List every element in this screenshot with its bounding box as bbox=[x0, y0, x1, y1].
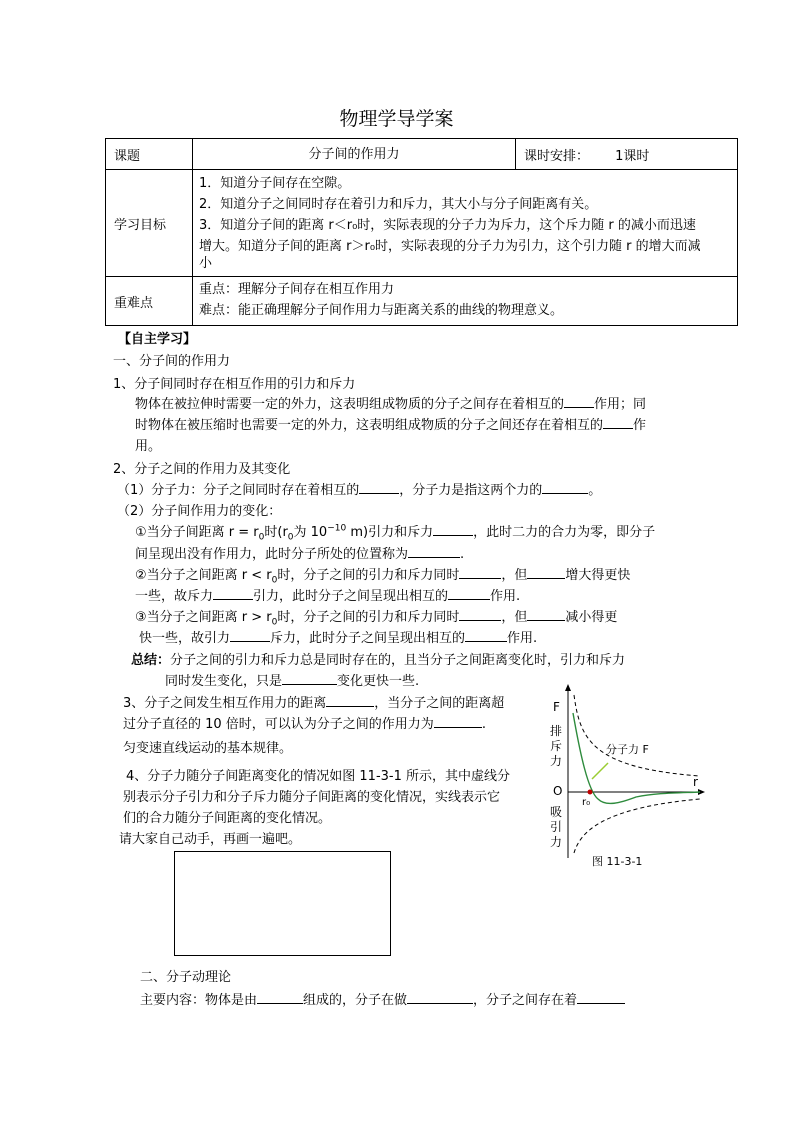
blank[interactable] bbox=[434, 715, 482, 728]
drawing-box[interactable] bbox=[174, 851, 391, 956]
objective-2: 2．知道分子之间同时存在着引力和斥力，其大小与分子间距离有关。 bbox=[199, 197, 598, 212]
text: ，但 bbox=[501, 568, 528, 583]
case-2-line-1 bbox=[135, 564, 630, 586]
keypoints-label: 重难点 bbox=[106, 277, 193, 326]
subscript: 0 bbox=[271, 575, 278, 586]
text: 变化更快一些. bbox=[337, 674, 420, 689]
force-distance-figure bbox=[540, 683, 710, 873]
schedule-label: 课时安排： bbox=[524, 148, 590, 164]
attraction-char-2: 引 bbox=[550, 820, 563, 834]
para-1-line-2 bbox=[135, 414, 646, 433]
item-3-line-2 bbox=[123, 713, 486, 732]
text: 物体在被拉伸时需要一定的外力，这表明组成物质的分子之间存在着相互的 bbox=[135, 397, 565, 412]
repulsion-curve bbox=[574, 695, 700, 776]
blank[interactable] bbox=[407, 991, 473, 1004]
case-3-line-2 bbox=[139, 627, 537, 646]
blank[interactable] bbox=[359, 481, 399, 494]
blank[interactable] bbox=[282, 672, 337, 685]
text: 时，分子之间的引力和斥力同时 bbox=[277, 610, 460, 625]
case-2-line-2 bbox=[135, 585, 520, 604]
item-4-line-3: 们的合力随分子间距离的变化情况。 bbox=[123, 811, 332, 826]
objective-3b: 增大。知道分子间的距离 r＞r₀时，实际表现的分子力为引力，这个引力随 r 的增大而减 bbox=[199, 239, 701, 254]
text: 。 bbox=[588, 483, 602, 498]
y-axis-arrow bbox=[565, 684, 571, 691]
repulsion-char-2: 斥 bbox=[550, 739, 563, 753]
question-2: （2）分子间作用力的变化： bbox=[117, 504, 282, 519]
objectives-label: 学习目标 bbox=[106, 170, 193, 277]
case-1-line-1 bbox=[135, 521, 655, 543]
blank[interactable] bbox=[326, 694, 374, 707]
text: （1）分子力：分子之间同时存在着相互的 bbox=[117, 483, 360, 498]
question-1 bbox=[117, 479, 601, 498]
blank[interactable] bbox=[230, 629, 270, 642]
keypoint-focus: 重点：理解分子间存在相互作用力 bbox=[199, 282, 395, 297]
page-title: 物理学导学案 bbox=[339, 108, 454, 130]
text: . bbox=[460, 547, 465, 562]
blank[interactable] bbox=[408, 545, 460, 558]
text: ，分子力是指这两个力的 bbox=[399, 483, 543, 498]
text: 组成的，分子在做 bbox=[303, 993, 408, 1008]
text: ①当分子间距离 r = r bbox=[135, 525, 259, 540]
schedule-cell bbox=[516, 139, 738, 170]
summary-line-1 bbox=[131, 649, 625, 668]
text: 一些，故斥力 bbox=[135, 589, 214, 604]
text: ②当分子之间距离 r < r bbox=[135, 568, 272, 583]
text: 作 bbox=[633, 418, 647, 433]
objective-3c: 小 bbox=[199, 256, 213, 271]
curve-label: 分子力 F bbox=[606, 743, 649, 756]
topic-label: 课题 bbox=[106, 139, 193, 170]
exponent: −10 bbox=[327, 523, 347, 534]
summary-line-2 bbox=[165, 670, 419, 689]
text: 增大得更快 bbox=[565, 568, 631, 583]
case-1-line-2 bbox=[135, 543, 464, 562]
section-2-content bbox=[140, 989, 625, 1008]
subsection-1-2: 2、分子之间的作用力及其变化 bbox=[113, 462, 291, 477]
blank[interactable] bbox=[213, 587, 253, 600]
blank[interactable] bbox=[448, 587, 490, 600]
figure-caption: 图 11-3-1 bbox=[592, 855, 643, 868]
attraction-char-1: 吸 bbox=[550, 805, 563, 819]
label-pointer bbox=[592, 763, 608, 779]
text: ③当分子之间距离 r > r bbox=[135, 610, 272, 625]
net-force-curve bbox=[573, 713, 700, 803]
objective-1: 1．知道分子间存在空隙。 bbox=[199, 176, 351, 191]
r0-point bbox=[588, 790, 593, 795]
text: 分子之间的引力和斥力总是同时存在的，且当分子之间距离变化时，引力和斥力 bbox=[170, 653, 626, 668]
blank[interactable] bbox=[459, 608, 501, 621]
blank[interactable] bbox=[527, 566, 565, 579]
info-table bbox=[105, 138, 738, 326]
item-3-line-3: 匀变速直线运动的基本规律。 bbox=[123, 741, 293, 756]
text: 主要内容：物体是由 bbox=[140, 993, 258, 1008]
r0-label: r₀ bbox=[582, 797, 591, 808]
blank[interactable] bbox=[603, 416, 633, 429]
text: m)引力和斥力 bbox=[346, 525, 434, 540]
item-4-line-4: 请大家自己动手，再画一遍吧。 bbox=[119, 832, 302, 847]
text: 作用. bbox=[507, 631, 538, 646]
text: 快一些，故引力 bbox=[139, 631, 231, 646]
subscript: 0 bbox=[258, 532, 265, 543]
keypoint-difficulty: 难点：能正确理解分子间作用力与距离关系的曲线的物理意义。 bbox=[199, 303, 564, 318]
subscript: 0 bbox=[287, 532, 294, 543]
text: ，当分子之间的距离超 bbox=[374, 696, 505, 711]
item-3-line-1 bbox=[123, 692, 504, 711]
text: 同时发生变化，只是 bbox=[165, 674, 283, 689]
text: 过分子直径的 10 倍时，可以认为分子之间的作用力为 bbox=[123, 717, 434, 732]
para-1-line-3: 用。 bbox=[135, 439, 162, 454]
blank[interactable] bbox=[257, 991, 303, 1004]
blank[interactable] bbox=[564, 395, 594, 408]
text: 时(r bbox=[264, 525, 288, 540]
text: 间呈现出没有作用力，此时分子所处的位置称为 bbox=[135, 547, 409, 562]
subscript: 0 bbox=[271, 617, 278, 628]
blank[interactable] bbox=[527, 608, 565, 621]
objective-3a: 3．知道分子间的距离 r＜r₀时，实际表现的分子力为斥力，这个斥力随 r 的减小而迅速 bbox=[199, 218, 696, 233]
text: . bbox=[481, 717, 486, 732]
blank[interactable] bbox=[433, 523, 473, 536]
schedule-value: 1课时 bbox=[615, 148, 650, 164]
text: 引力，此时分子之间呈现出相互的 bbox=[253, 589, 449, 604]
y-axis-label: F bbox=[553, 700, 560, 714]
text: 减小得更 bbox=[565, 610, 618, 625]
text: 3、分子之间发生相互作用力的距离 bbox=[123, 696, 327, 711]
repulsion-char-3: 力 bbox=[550, 754, 563, 768]
repulsion-char-1: 排 bbox=[550, 724, 563, 738]
topic-value: 分子间的作用力 bbox=[193, 139, 516, 170]
blank[interactable] bbox=[459, 566, 501, 579]
text: ，此时二力的合力为零，即分子 bbox=[473, 525, 656, 540]
text: 时，分子之间的引力和斥力同时 bbox=[277, 568, 460, 583]
text: 为 10 bbox=[293, 525, 328, 540]
text: 作用；同 bbox=[594, 397, 647, 412]
text: 斥力，此时分子之间呈现出相互的 bbox=[270, 631, 466, 646]
text: ，分子之间存在着 bbox=[473, 993, 578, 1008]
section-1-heading: 一、分子间的作用力 bbox=[113, 354, 231, 369]
case-3-line-1 bbox=[135, 606, 617, 628]
para-1-line-1 bbox=[135, 393, 646, 412]
objectives-cell bbox=[193, 170, 738, 277]
item-4-line-2: 别表示分子引力和分子斥力随分子间距离的变化情况，实线表示它 bbox=[123, 790, 501, 805]
section-2-heading: 二、分子动理论 bbox=[140, 970, 232, 985]
attraction-curve bbox=[574, 799, 700, 853]
keypoints-cell bbox=[193, 277, 738, 326]
x-axis-label: r bbox=[693, 775, 698, 789]
text: 作用. bbox=[490, 589, 521, 604]
blank[interactable] bbox=[542, 481, 588, 494]
text: 时物体在被压缩时也需要一定的外力，这表明组成物质的分子之间还存在着相互的 bbox=[135, 418, 604, 433]
origin-label: O bbox=[553, 784, 563, 798]
summary-label: 总结： bbox=[131, 653, 171, 668]
blank[interactable] bbox=[465, 629, 507, 642]
item-4-line-1: 4、分子力随分子间距离变化的情况如图 11-3-1 所示，其中虚线分 bbox=[126, 769, 511, 784]
blank[interactable] bbox=[577, 991, 625, 1004]
self-study-heading: 【自主学习】 bbox=[118, 332, 197, 347]
text: ，但 bbox=[501, 610, 528, 625]
attraction-char-3: 力 bbox=[550, 835, 563, 849]
subsection-1-1: 1、分子间同时存在相互作用的引力和斥力 bbox=[113, 377, 356, 392]
